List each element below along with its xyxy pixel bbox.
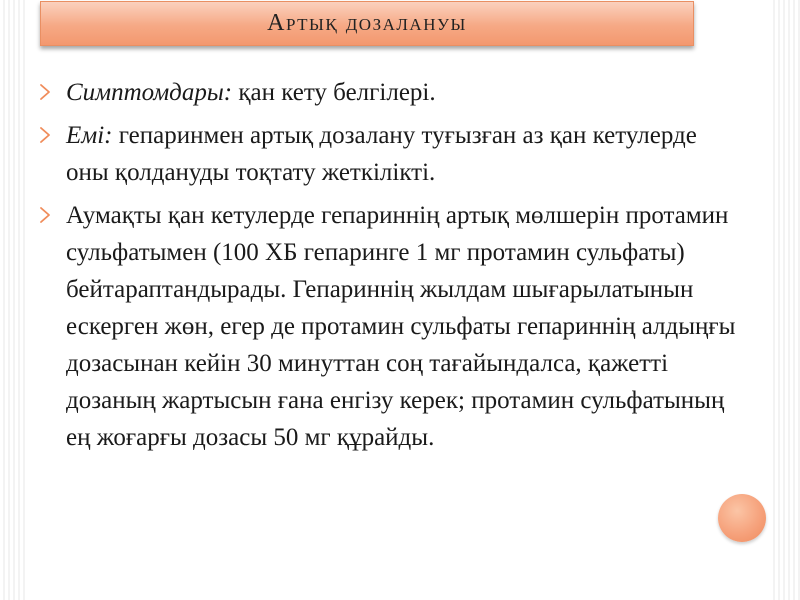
bullet-text: Аумақты қан кетулерде гепариннің артық мөлшерін протамин сульфатымен (100 ХБ гепаринге 1 мг протамин сульфаты) бейтараптандырады. Гепариннің жылдам шығарылатынын ескерген жөн, егер де протамин сульфаты гепариннің алдыңғы дозасынан кейін 30 минуттан соң тағайындалса, қажетті дозаның жартысын ғана енгізу керек; протамин сульфатының ең жоғарғы дозасы 50 мг құрайды. — [66, 202, 736, 451]
bullet-label: Емі: — [66, 122, 113, 149]
bullet-item — [38, 74, 738, 111]
accent-circle — [718, 494, 766, 542]
bullet-label: Симптомдары: — [66, 79, 233, 106]
right-stripe-decoration — [770, 0, 800, 600]
title-bar — [40, 1, 694, 46]
chevron-bullet-icon — [38, 126, 52, 144]
bullet-text: қан кету белгілері. — [232, 79, 436, 106]
bullet-item — [38, 117, 738, 191]
slide-title: Артық дозалануы — [267, 10, 467, 36]
chevron-bullet-icon — [38, 83, 52, 101]
slide-body — [38, 74, 738, 462]
chevron-bullet-icon — [38, 206, 52, 224]
bullet-item — [38, 197, 738, 456]
left-stripe-decoration — [0, 0, 28, 600]
bullet-text: гепаринмен артық дозалану туғызған аз қан кетулерде оны қолдануды тоқтату жеткілікті. — [66, 122, 697, 186]
